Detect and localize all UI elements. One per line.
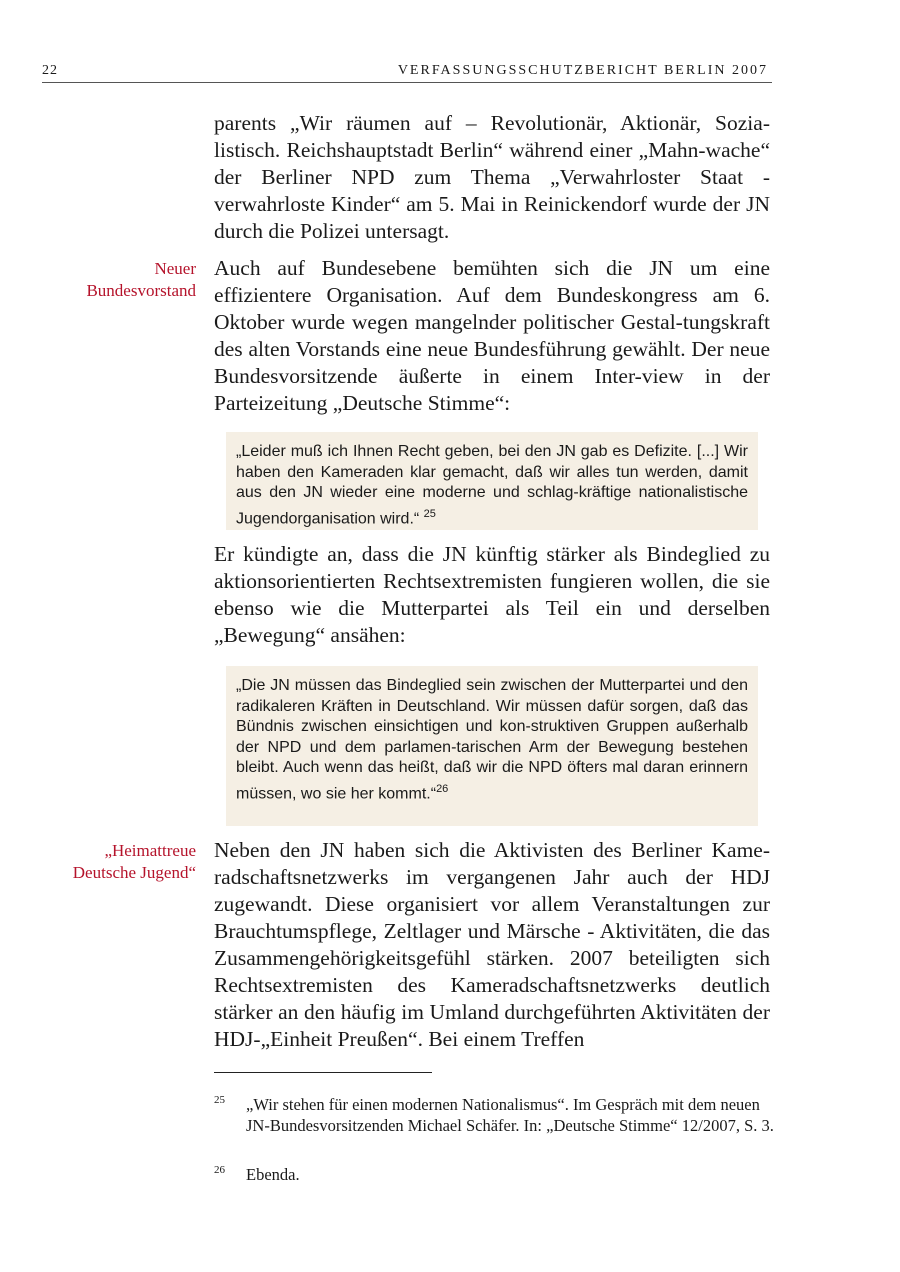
footnote-text: „Wir stehen für einen modernen Nationalismus“. Im Gespräch mit dem neuen JN-Bundesvorsitzenden Michael Schäfer. In: „Deutsche Stimme“ 12/2007, S. 3. [246, 1095, 774, 1135]
paragraph-2: Auch auf Bundesebene bemühten sich die JN um eine effizientere Organisation. Auf dem Bundeskongress am 6. Oktober wurde wegen mangelnder politischer Gestal-tungskraft des alten Vorstands eine neue Bundesführung gewählt. Der neue Bundesvorsitzende äußerte in einem Inter-view in der Parteizeitung „Deutsche Stimme“: [214, 256, 770, 415]
margin-note-neuer-bundesvorstand [26, 258, 196, 302]
margin-note-line: Neuer [154, 259, 196, 278]
footnote-reference: 26 [436, 782, 449, 795]
margin-note-line: Deutsche Jugend“ [72, 863, 196, 882]
margin-note-heimattreue-deutsche-jugend [26, 840, 196, 884]
paragraph-3: Er kündigte an, dass die JN künftig stärker als Bindeglied zu aktionsorientierten Rechtsextremisten fungieren wollen, die sie ebenso wie die Mutterpartei als Teil ein und derselben „Bewegung“ ansähen: [214, 542, 770, 647]
footnote-25 [214, 1094, 774, 1160]
footnote-number: 26 [214, 1164, 225, 1176]
paragraph-1: parents „Wir räumen auf – Revolutionär, Aktionär, Sozia-listisch. Reichshauptstadt Berlin“ während einer „Mahn-wache“ der Berliner NPD zum Thema „Verwahrloster Staat - verwahrloste Kinder“ am 5. Mai in Reinickendorf wurde der JN durch die Polizei untersagt. [214, 111, 770, 243]
block-quote-1 [226, 432, 758, 530]
quote-text: „Die JN müssen das Bindeglied sein zwischen der Mutterpartei und den radikaleren Kräften in Deutschland. Wir müssen dafür sorgen, daß das Bündnis zwischen einsichtigen und kon-struktiven Gruppen außerhalb der NPD und dem parlamen-tarischen Arm der Bewegung bestehen bleibt. Auch wenn das heißt, daß wir die NPD öfters mal daran erinnern müssen, wo sie her kommt.“ [236, 677, 748, 803]
footnote-26 [214, 1164, 774, 1188]
footnote-divider [214, 1072, 432, 1073]
margin-note-line: Bundesvorstand [86, 281, 196, 300]
quote-text: „Leider muß ich Ihnen Recht geben, bei den JN gab es Defizite. [...] Wir haben den Kameraden klar gemacht, daß wir alles tun werden, damit aus den JN wieder eine moderne und schlag-kräftige nationalistische Jugendorganisation wird.“ [236, 443, 748, 528]
margin-note-line: „Heimattreue [104, 841, 196, 860]
paragraph-4: Neben den JN haben sich die Aktivisten des Berliner Kame-radschaftsnetzwerks im vergangenen Jahr auch der HDJ zugewandt. Diese organisiert vor allem Veranstaltungen zur Brauchtumspflege, Zeltlager und Märsche - Aktivitäten, die das Zusammengehörigkeitsgefühl stärken. 2007 beteiligten sich Rechtsextremisten des Kameradschaftsnetzwerks deutlich stärker an den häufig im Umland durchgeführten Aktivitäten der HDJ-„Einheit Preußen“. Bei einem Treffen [214, 838, 770, 1051]
footnote-reference: 25 [423, 507, 436, 520]
page-number: 22 [42, 63, 58, 78]
footnote-number: 25 [214, 1094, 225, 1106]
page-header [42, 60, 772, 83]
block-quote-2 [226, 666, 758, 826]
footnote-text: Ebenda. [246, 1165, 300, 1184]
running-title: VERFASSUNGSSCHUTZBERICHT BERLIN 2007 [397, 63, 768, 78]
